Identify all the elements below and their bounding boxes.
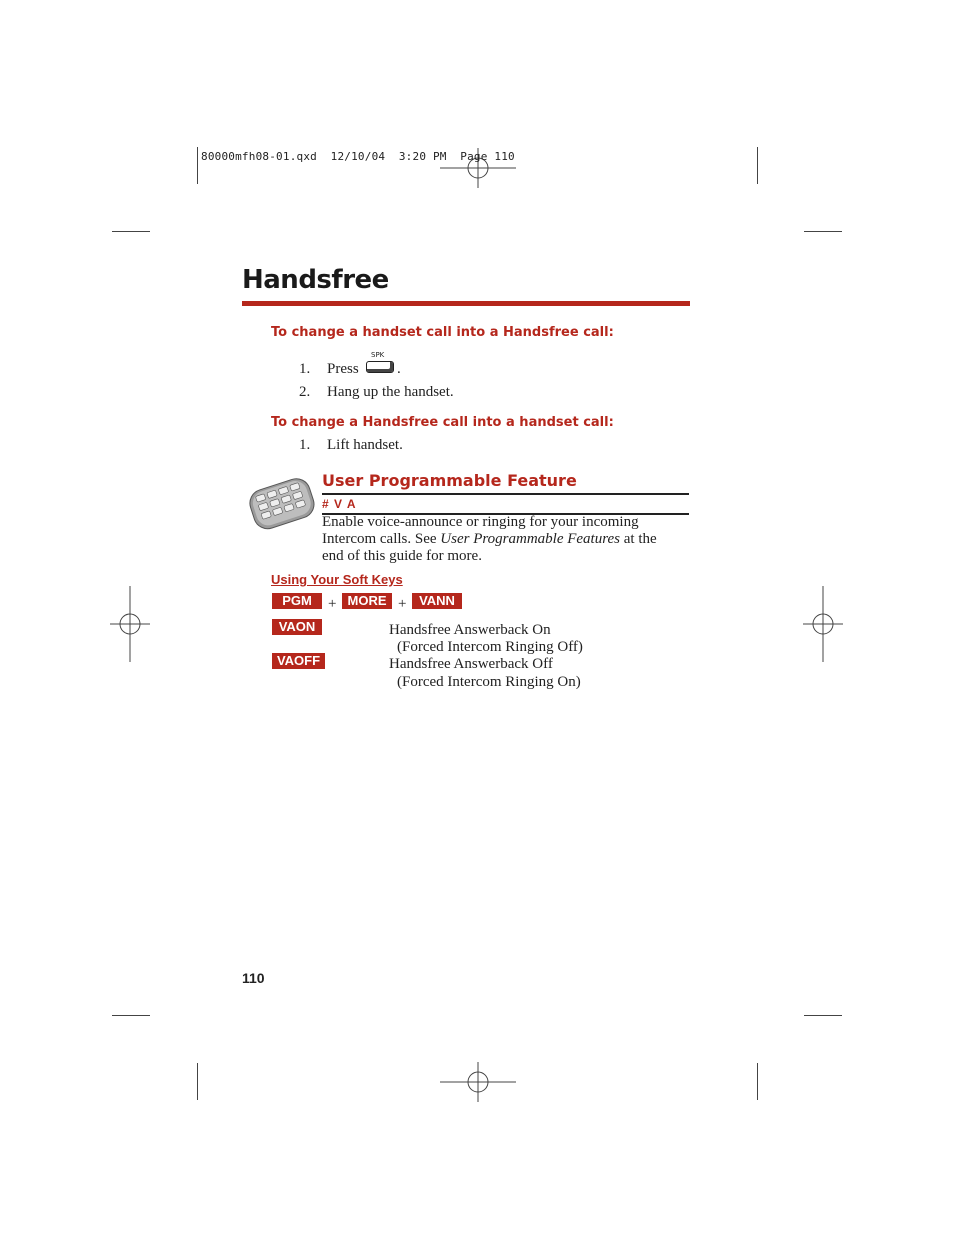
desc-text: at the — [620, 531, 657, 547]
registration-mark-right-icon — [803, 586, 843, 662]
softkey-pgm: PGM — [272, 593, 322, 609]
desc-reference: User Programmable Features — [440, 531, 620, 547]
step-text: Press — [327, 361, 359, 377]
step-end: . — [397, 361, 401, 377]
registration-mark-bottom-icon — [440, 1062, 516, 1102]
crop-mark — [804, 231, 842, 232]
plus-sign: + — [328, 596, 337, 612]
softkey-vaon: VAON — [272, 619, 322, 635]
feature-description-line: end of this guide for more. — [322, 548, 482, 564]
feature-heading: User Programmable Feature — [322, 471, 577, 490]
speaker-key-icon — [365, 351, 399, 376]
crop-mark — [197, 147, 198, 184]
step-number: 1. — [299, 437, 311, 453]
crop-mark — [112, 231, 150, 232]
feature-description-line: Enable voice-announce or ringing for your incoming — [322, 514, 639, 530]
speaker-key-body — [366, 361, 394, 373]
softkeys-heading: Using Your Soft Keys — [271, 572, 403, 587]
crop-mark — [757, 147, 758, 184]
crop-mark — [197, 1063, 198, 1100]
section-heading: To change a Handsfree call into a handset call: — [271, 415, 614, 430]
step-text: Hang up the handset. — [327, 384, 454, 400]
desc-text: Intercom calls. See — [322, 531, 441, 547]
title-rule — [242, 301, 690, 306]
print-slug: 80000mfh08-01.qxd 12/10/04 3:20 PM Page 110 — [201, 150, 515, 163]
step-text: Lift handset. — [327, 437, 403, 453]
vaon-description: Handsfree Answerback On — [389, 622, 551, 638]
softkey-more: MORE — [342, 593, 392, 609]
keypad-icon — [245, 474, 317, 534]
vaon-description-note: (Forced Intercom Ringing Off) — [397, 639, 583, 655]
crop-mark — [804, 1015, 842, 1016]
step-number: 1. — [299, 361, 311, 377]
feature-rule-top — [322, 493, 689, 495]
page-title: Handsfree — [242, 265, 389, 295]
page-number: 110 — [242, 970, 265, 986]
feature-description-line — [322, 531, 692, 548]
crop-mark — [112, 1015, 150, 1016]
softkey-vann: VANN — [412, 593, 462, 609]
vaoff-description-note: (Forced Intercom Ringing On) — [397, 674, 581, 690]
step-number: 2. — [299, 384, 311, 400]
softkey-vaoff: VAOFF — [272, 653, 325, 669]
feature-code: # V A — [322, 497, 357, 511]
section-heading: To change a handset call into a Handsfree call: — [271, 325, 614, 340]
feature-description — [322, 514, 692, 565]
vaoff-description: Handsfree Answerback Off — [389, 656, 553, 672]
crop-mark — [757, 1063, 758, 1100]
speaker-key-label: SPK — [371, 351, 385, 359]
plus-sign: + — [398, 596, 407, 612]
registration-mark-left-icon — [110, 586, 150, 662]
